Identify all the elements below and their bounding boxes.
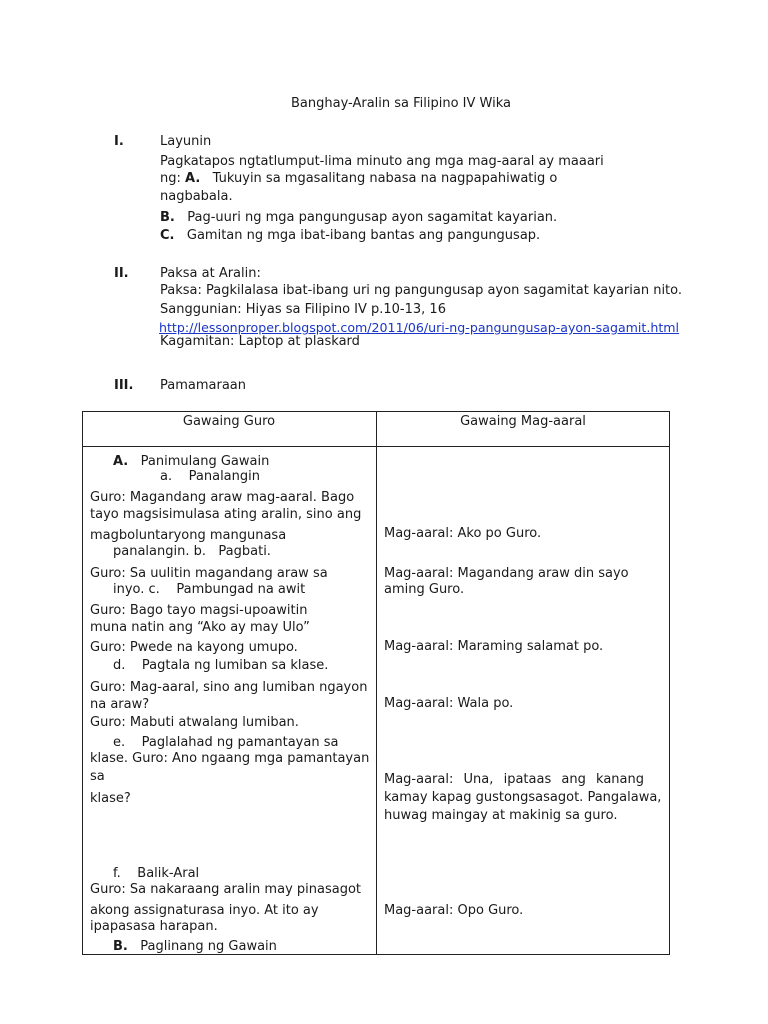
guro-line: klase? bbox=[90, 791, 131, 806]
step-e-text: Paglalahad ng pamantayan sa bbox=[141, 735, 339, 750]
objective-b bbox=[160, 209, 557, 226]
guro-line bbox=[113, 543, 271, 560]
guro-line: magboluntaryong mangunasa bbox=[90, 528, 287, 543]
guro-line: Guro: Sa uulitin magandang araw sa bbox=[90, 566, 328, 581]
step-e bbox=[113, 734, 338, 751]
magaaral-response-cont: huwag maingay at makinig sa guro. bbox=[384, 808, 618, 823]
step-a bbox=[160, 468, 260, 485]
step-A-letter: A. bbox=[113, 454, 129, 469]
objective-intro-cont bbox=[160, 170, 557, 187]
magaaral-response: Mag-aaral: Wala po. bbox=[384, 696, 514, 711]
step-d-text: Pagtala ng lumiban sa klase. bbox=[141, 658, 329, 673]
guro-line: akong assignaturasa inyo. At ito ay bbox=[90, 903, 319, 918]
step-B-text: Paglinang ng Gawain bbox=[140, 939, 277, 954]
guro-line: ipapasasa harapan. bbox=[90, 919, 218, 934]
objective-a-cont: nagbabala. bbox=[160, 189, 233, 204]
section-2-number: II. bbox=[114, 266, 129, 281]
step-d-letter: d. bbox=[113, 658, 126, 673]
column-header-guro: Gawaing Guro bbox=[182, 414, 276, 429]
step-A-text: Panimulang Gawain bbox=[140, 454, 270, 469]
section-1-number: I. bbox=[114, 134, 124, 149]
objective-a-letter: A. bbox=[185, 171, 201, 186]
reference-link[interactable]: http://lessonproper.blogspot.com/2011/06/uri-ng-pangungusap-ayon-sagamit.html bbox=[159, 320, 680, 335]
magaaral-response: Mag-aaral: Maraming salamat po. bbox=[384, 639, 604, 654]
step-f-text: Balik-Aral bbox=[137, 866, 200, 881]
column-header-magaaral: Gawaing Mag-aaral bbox=[460, 414, 586, 429]
magaaral-response: Mag-aaral: Magandang araw din sayo bbox=[384, 566, 629, 581]
guro-line: Guro: Mabuti atwalang lumiban. bbox=[90, 715, 299, 730]
objective-c-letter: C. bbox=[160, 228, 175, 243]
magaaral-response: Mag-aaral: Opo Guro. bbox=[384, 903, 524, 918]
guro-line: Guro: Mag-aaral, sino ang lumiban ngayon bbox=[90, 680, 368, 695]
objective-a-text: Tukuyin sa mgasalitang nabasa na nagpapahiwatig o bbox=[212, 171, 558, 186]
paksa-line: Paksa: Pagkilalasa ibat-ibang uri ng pangungusap ayon sagamitat kayarian nito. bbox=[160, 283, 683, 298]
guro-line: klase. Guro: Ano ngaang mga pamantayan bbox=[90, 751, 370, 766]
guro-line: Guro: Bago tayo magsi-upoawitin bbox=[90, 603, 308, 618]
kagamitan-line: Kagamitan: Laptop at plaskard bbox=[160, 334, 360, 349]
magaaral-response: Mag-aaral: Ako po Guro. bbox=[384, 526, 542, 541]
guro-line bbox=[113, 581, 305, 598]
sanggunian-line: Sanggunian: Hiyas sa Filipino IV p.10-13, 16 bbox=[160, 302, 446, 317]
guro-text: inyo. c. bbox=[113, 582, 160, 597]
guro-line: Guro: Pwede na kayong umupo. bbox=[90, 640, 298, 655]
section-3-heading: Pamamaraan bbox=[160, 378, 246, 393]
objective-intro: Pagkatapos ngtatlumput-lima minuto ang mga mag-aaral ay maaari bbox=[160, 154, 604, 169]
objective-c-text: Gamitan ng mga ibat-ibang bantas ang pangungusap. bbox=[186, 228, 541, 243]
section-1-heading: Layunin bbox=[160, 134, 212, 149]
guro-line: na araw? bbox=[90, 697, 150, 712]
step-e-letter: e. bbox=[113, 735, 126, 750]
step-f-letter: f. bbox=[113, 866, 121, 881]
document-title: Banghay-Aralin sa Filipino IV Wika bbox=[291, 96, 511, 111]
section-2-heading: Paksa at Aralin: bbox=[160, 266, 261, 281]
magaaral-response-cont: aming Guro. bbox=[384, 582, 465, 597]
section-3-number: III. bbox=[114, 378, 134, 393]
table-column-divider bbox=[376, 411, 377, 955]
objective-b-letter: B. bbox=[160, 210, 175, 225]
objective-b-text: Pag-uuri ng mga pangungusap ayon sagamitat kayarian. bbox=[187, 210, 558, 225]
step-b-text: Pagbati. bbox=[218, 544, 271, 559]
step-B bbox=[113, 938, 277, 955]
objective-intro-prefix: ng: bbox=[160, 171, 186, 186]
guro-text: panalangin. b. bbox=[113, 544, 206, 559]
guro-line: tayo magsisimulasa ating aralin, sino ang bbox=[90, 507, 362, 522]
step-B-letter: B. bbox=[113, 939, 128, 954]
guro-line: Guro: Sa nakaraang aralin may pinasagot bbox=[90, 882, 362, 897]
guro-line: Guro: Magandang araw mag-aaral. Bago bbox=[90, 490, 355, 505]
step-a-letter: a. bbox=[160, 469, 173, 484]
table-header-divider bbox=[82, 446, 670, 447]
step-a-text: Panalangin bbox=[188, 469, 260, 484]
guro-line: muna natin ang “Ako ay may Ulo” bbox=[90, 620, 310, 635]
magaaral-response-cont: kamay kapag gustongsasagot. Pangalawa, bbox=[384, 790, 662, 805]
step-d bbox=[113, 657, 328, 674]
magaaral-response: Mag-aaral: Una, ipataas ang kanang bbox=[384, 772, 644, 787]
objective-c bbox=[160, 227, 540, 244]
step-f bbox=[113, 865, 199, 882]
guro-line: sa bbox=[90, 769, 105, 784]
step-c-text: Pambungad na awit bbox=[176, 582, 306, 597]
